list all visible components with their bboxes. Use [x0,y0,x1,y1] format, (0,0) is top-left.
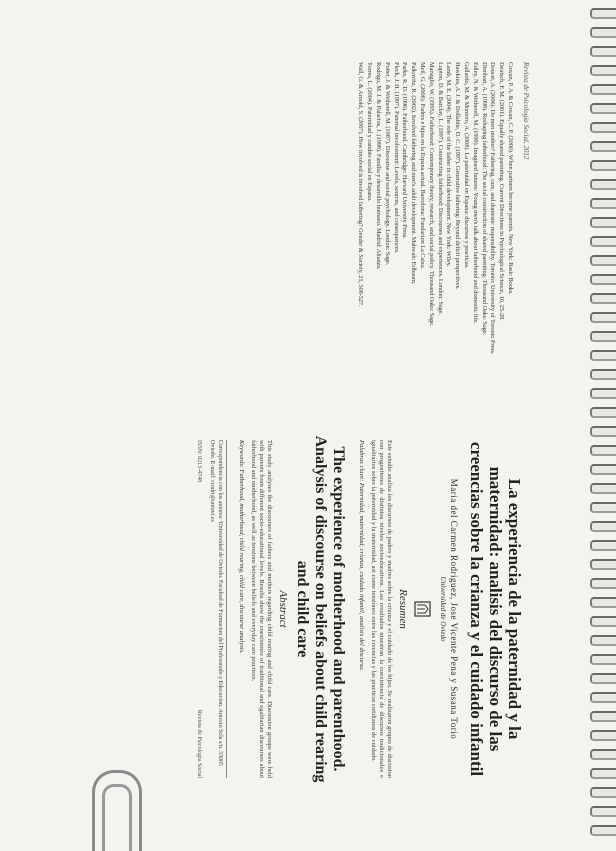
palabras-clave: Palabras clave: Paternidad, maternidad, crianza, cuidado infantil, analisis del discurso. [358,440,365,672]
binder-ring [590,673,616,684]
references-column [90,62,530,402]
binder-ring [590,293,616,304]
binder-ring [590,217,616,228]
university: Universidad de Oviedo [439,576,447,642]
binder-ring [590,521,616,532]
journal-name: Revista de Psicologia Social [196,709,202,778]
reference-entry: Deutsch, F. M. (2001). Equally shared parenting. Current Directions in Psychological Science, 10, 25-28. [498,62,506,321]
article-front-matter [90,434,530,784]
binder-ring [590,502,616,513]
binder-ring [590,692,616,703]
resumen-text: Este estudio analiza los discursos de padres y madres sobre la crianza y el cuidado de los hijos. Se realizaron grupos de discusion con progenitores de distintos niveles socioeducativos. Los resultados muestran la coexistencia de discursos tradicionales e igualitarios sobre la paternidad y la maternidad, asi como tensiones entre las creencias y las practicas cotidianas de cuidado. [370,440,393,778]
binder-ring [590,407,616,418]
keywords: Keywords: Fatherhood, motherhood, child rearing, child care, discourse analysis. [238,440,245,654]
resumen-heading: Resumen [397,589,409,629]
binder-ring [590,597,616,608]
authors: Maria del Carmen Rodriguez, Jose Vicente Pena y Susana Torio [449,478,459,740]
reference-entry: Torres, L. (2004). Paternidad y cambio social en Espana. [366,62,374,202]
binder-ring [590,730,616,741]
running-header: Revista de Psicologia Social, 2012 [522,62,530,160]
binder-ring [590,122,616,133]
binder-ring [590,331,616,342]
binder-ring-rail [588,0,616,848]
binder-ring [590,426,616,437]
university-seal-icon [413,600,433,618]
binder-ring [590,768,616,779]
correspondence-note: Correspondencia con los autores: Universidad de Oviedo. Facultad de Formacion del Profesorado y Educacion. Aniceto Sela s/n. 33005 Oviedo. E-mail: crodri@uniovi.es [208,440,227,778]
binder-ring [590,635,616,646]
binder-ring [590,711,616,722]
binder-ring [590,312,616,323]
title-spanish: La experiencia de la paternidad y la maternidad: analisis del discurso de las creencias sobre la crianza y el cuidado infantil [467,441,524,777]
reference-entry: Wall, G. & Arnold, S. (2007). How involved is involved fathering? Gender & Society, 21, 508-527. [357,62,365,307]
binder-ring [590,27,616,38]
binder-ring [590,483,616,494]
binder-ring [590,749,616,760]
reference-entry: Potter, J. & Wetherell, M. (1987). Discourse and social psychology. London: Sage. [383,62,391,266]
reference-entry: Lamb, M. E. (2004). The role of the father in child development. New York: Wiley. [445,62,453,267]
reference-entry: Pleck, J. H. (1997). Paternal involvement: Levels, sources, and consequences. [392,62,400,254]
binder-ring [590,160,616,171]
binder-ring [590,65,616,76]
binder-ring [590,654,616,665]
reference-entry: Parke, R. D. (1996). Fatherhood. Cambridge: Harvard University Press. [401,62,409,239]
abstract-text: This study analyses the discourses of fathers and mothers regarding child rearing and child care. Discussion groups were held with parents from different socio-educational levels. Results show the coexistence of traditional and egalitarian discourses about fatherhood and motherhood, as well as tensions between beliefs and everyday care practices. [250,440,273,778]
reference-entry: Edley, N. & Wetherell, M. (1999). Imagined futures: Young men's talk about fatherhood and domestic life. [471,62,479,324]
reference-entry: Lupton, D. & Barclay, L. (1997). Constructing fatherhood: Discourses and experiences. London: Sage. [436,62,444,315]
abstract-heading: Abstract [277,590,289,628]
binder-ring [590,464,616,475]
reference-entry: Gallardo, M. & Montero, A. (2008). La paternidad en Espana: discursos y practicas. [463,62,471,269]
binder-ring [590,825,616,836]
reference-entry: Hawkins, A. J. & Dollahite, D. C. (1997). Generative fathering: Beyond deficit perspectives. [454,62,462,290]
reference-list [357,62,514,402]
binder-ring [590,540,616,551]
binder-ring [590,141,616,152]
binder-ring [590,179,616,190]
issn: ISSN: 0213-4748 [196,440,202,483]
reference-entry: Cowan, P. A. & Cowan, C. P. (2000). When partners become parents. New York: Basic Books. [507,62,514,295]
reference-entry: Marsiglio, W. (1995). Fatherhood: Contemporary theory, research, and social policy. Thousand Oaks: Sage. [427,62,435,327]
reference-entry: Meil, G. (2006). Padres e hijos en la Espana actual. Barcelona: Fundacion La Caixa. [419,62,427,270]
scanned-page [58,34,558,814]
title-english: The experience of motherhood and parenthood. Analysis of discourse on beliefs about child rearing and child care [294,435,347,783]
page-footer [196,440,202,778]
binder-ring [590,350,616,361]
binder-ring [590,559,616,570]
binder-ring [590,255,616,266]
binder-ring [590,8,616,19]
binder-ring [590,236,616,247]
binder-ring [590,46,616,57]
binder-ring [590,616,616,627]
reference-entry: Doucet, A. (2006). Do men mother? Fathering, care, and domestic responsibility. Toronto: University of Toronto Press. [489,62,497,355]
reference-entry: Palkovitz, R. (2002). Involved fathering and men's adult development. Mahwah: Erlbaum. [410,62,418,285]
binder-ring [590,445,616,456]
reference-entry: Rodrigo, M. J. & Palacios, J. (1998). Familia y desarrollo humano. Madrid: Alianza. [375,62,383,270]
reference-entry: Dienhart, A. (1998). Reshaping fatherhood: The social construction of shared parenting. Thousand Oaks: Sage. [480,62,488,335]
binder-ring [590,578,616,589]
binder-ring [590,806,616,817]
binder-ring [590,84,616,95]
binder-ring [590,369,616,380]
binder-ring [590,103,616,114]
binder-ring [590,388,616,399]
binder-ring [590,274,616,285]
binder-ring [590,787,616,798]
binder-ring [590,198,616,209]
